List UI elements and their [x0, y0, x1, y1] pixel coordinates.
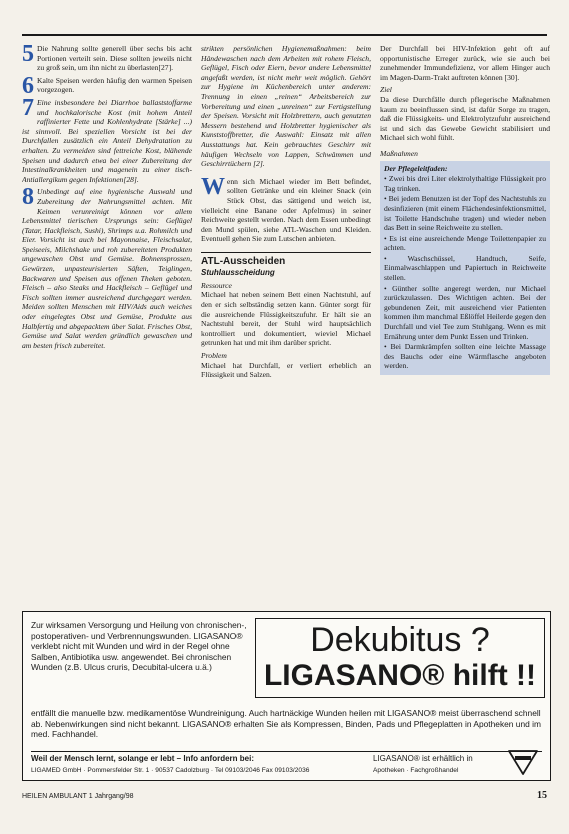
ligasano-advertisement: [22, 611, 551, 781]
section-heading: ATL-Ausscheiden: [201, 252, 371, 268]
ad-headline-box: [255, 618, 545, 698]
ad-intro-text: Zur wirksamen Versorgung und Heilung von chronischen-, postoperativen- und Verbrennungswunden. LIGASANO® verklebt nicht mit Wunden und wird in der Regel ohne Salben, Antibiotika usw. angewendet. Bei chronischen Wunden (z.B. Ulcus cruris, Decubital-ulcera u.ä.): [31, 620, 247, 673]
top-rule: [22, 34, 547, 36]
section-subheading: Stuhlausscheidung: [201, 267, 275, 277]
measures-box: [380, 161, 550, 375]
box-item: • Bei Darmkrämpfen sollten eine leichte Massage des Bauchs oder eine Wärmflasche angeboten werden.: [384, 342, 546, 371]
problem-label: Problem: [201, 351, 227, 361]
item-number: 5: [22, 44, 34, 67]
ad-body-text: entfällt die manuelle bzw. medikamentöse Wundreinigung. Auch hartnäckige Wunden heilen mit LIGASANO® meist überraschend schnell ab. Nebenwirkungen sind nicht bekannt. LIGASANO® erhalten Sie als Kompressen, Binden, Pads und Pflegeplatten in Apotheken und im med. Fachhandel.: [31, 708, 541, 740]
list-item-6: [22, 72, 192, 99]
ligamed-logo-icon: [506, 748, 540, 776]
item-text: Die Nahrung sollte generell über sechs bis acht Portionen verteilt sein. Diese sollten jeweils nicht zu groß sein, um ihn nicht zu überlasten[27].: [37, 44, 192, 73]
diarrhea-paragraph: Der Durchfall bei HIV-Infektion geht oft auf opportunistische Erreger zurück, wie sie auch bei zunehmender Immundefizienz, vor allem Hinger auch im Magen-Darm-Trakt auftreten können [30].: [380, 44, 550, 82]
michael-paragraph: [201, 173, 371, 244]
item-number: 7: [22, 94, 34, 121]
ad-availability-outlets: Apotheken · Fachgroßhandel: [373, 767, 459, 774]
item-text: Kalte Speisen werden häufig den warmen Speisen vorgezogen.: [37, 75, 192, 95]
measures-label: Maßnahmen: [380, 148, 418, 158]
column-3: [380, 44, 550, 604]
box-title: Der Pflegeleitfaden:: [384, 163, 448, 173]
paragraph-text: enn sich Michael wieder im Bett befindet, sollten Getränke und ein kleiner Snack (ein Stück Obst, das sättigend und weich ist, vielleicht eine Banane oder Apfelmus) in seiner Reichweite gestellt werden. Nach dem Essen unbedingt den Mund spülen, siehe ATL-Waschen und Kleiden. Eventuell gehen Sie zum Lutschen anbieten.: [201, 176, 371, 244]
goal-text: Da diese Durchfälle durch pflegerische Maßnahmen kaum zu beeinflussen sind, ist dafür Sorge zu tragen, daß die Flüssigkeits- und Elektrolytzufuhr ausreichend ist und sich das Gewebe Gewicht stabilisiert und Michael sich wohl fühlt.: [380, 94, 550, 143]
item-number: 8: [22, 184, 34, 211]
drop-cap: W: [201, 173, 225, 200]
ad-availability: LIGASANO® ist erhältlich in: [373, 754, 473, 763]
ad-contact-headline: Weil der Mensch lernt, solange er lebt – Info anfordern bei:: [31, 754, 255, 763]
list-item-5: [22, 44, 192, 73]
box-item: • Waschschüssel, Handtuch, Seife, Einmalwaschlappen und Papiertuch in Reichweite stellen.: [384, 253, 546, 283]
journal-name: HEILEN AMBULANT 1 Jahrgang/98: [22, 793, 134, 800]
box-item: • Bei jedem Benutzen ist der Topf des Nachtstuhls zu desinfizieren (mit einem Flächendesinfektionsmittel, ist Toilette Handschuhe tragen) und wieder neben das Bett in seine Reichweite zu stellen.: [384, 194, 546, 233]
box-item: • Es ist eine ausreichende Menge Toilettenpapier zu achten.: [384, 233, 546, 253]
ad-headline-ligasano: LIGASANO® hilft !!: [263, 659, 537, 692]
article-body: [22, 44, 550, 604]
problem-text: Michael hat Durchfall, er verliert erheblich an Flüssigkeit und Salzen.: [201, 360, 371, 380]
column-1: [22, 44, 192, 604]
ad-contact-address: LIGAMED GmbH · Pommersfelder Str. 1 · 90537 Cadolzburg · Tel 09103/2046 Fax 09103/2036: [31, 767, 310, 774]
box-item: • Zwei bis drei Liter elektrolythaltige Flüssigkeit pro Tag trinken.: [384, 174, 546, 193]
resource-text: Michael hat neben seinem Bett einen Nachtstuhl, auf den er sich selbständig setzen kann. Günter sorgt für die ausreichende Flüssigkeitszufuhr. Er hält sie an Nachtstuhl bereit, der Stuhl wird hauptsächlich kontrolliert und dokumentiert, wieviel Michael getrunken hat und mit ihm darüber spricht.: [201, 290, 371, 348]
ad-divider: [31, 751, 542, 752]
goal-label: Ziel: [380, 85, 392, 95]
item-number: 6: [22, 72, 34, 99]
resource-label: Ressource: [201, 280, 232, 290]
item-text: Eine insbesondere bei Diarrhoe ballaststoffarme und hochkalorische Kost (mit hohem Anteil raffinierter Fette und Kohlenhydrate [Stärke] ...) ist sinnvoll. Bei speziellen Vorsicht ist bei der Durchfallen zusätzlich ein Anteil Dehydratation zu erhalten. Zu vermeiden sind fettreiche Kost, blähende Speisen und dadurch etwa bei einer Zubereitung der Intestinalkrankheiten und magenein zu einer tisch-Antiallergikum gegen Infektionen[28].: [22, 97, 192, 184]
column-2: [201, 44, 371, 604]
item-text: Unbedingt auf eine hygienische Auswahl und Zubereitung der Nahrungsmittel achten. Mit Keimen verunreinigt können vor allem Lebensmittel tierischen Ursprungs sein: Geflügel (Tatar, Hackfleisch, Sushi), Shrimps u.a. Rohmilch und Eier. Vorsicht ist auch bei Mayonnaise, Fleischsalat, Speiseeis, Milchshake und roh zubereiteten Produkten ungewaschen Obst und Gemüse. Bohnensprossen, Gewürzen, unpasteurisierten Säften, Teiglingen, Backwaren und Speisen aus offenen Theken geboten. Fleisch – also Steaks und Hackfleisch – Geflügel und Fisch sollten immer ausreichend durchgegart werden. Meiden sollten Menschen mit HIV/Aids auch weiches oder eingelegtes Obst und Gemüse, Produkte aus Halbfertig und abgepacktem über Salat. Frisches Obst, Gemüse und Salat werden gründlich gewaschen und am besten frisch zubereitet.: [22, 187, 192, 350]
ad-headline-dekubitus: Dekubitus ?: [310, 621, 490, 659]
box-item: • Günther sollte angeregt werden, nur Michael zurückzulassen. Des Wichtigen achten. Bei der gebundenen Zeit, mit ausreichend vier Patienten kommen ihm manchmal Eßlöffel Heilerde gegen den Durchfall und viel Tee zum Stuhlgang. Wenn es mit Ernährung unter dem Punkt Essen und Trinken.: [384, 283, 546, 341]
page-footer: [22, 790, 547, 804]
hygiene-paragraph: strikten persönlichen Hygienemaßnahmen: beim Händewaschen nach dem Arbeiten mit rohem Fleisch, Geflügel, Fisch oder Eiern, bevor andere Lebensmittel angefaßt werden, ist nicht mehr weit möglich. Gehört zur Hygiene im Küchenbereich unter anderem: Trennung in einen „reinen“ Arbeitsbereich zur Vorbereitung und einen „unreinen“ zur Fertigstellung der Speisen. Vorsicht mit Holzbrettern, auch genutzten Messern bestehend und Holzbretter hygienischer als Kunststoffbretter, die Auswahl: Einsatz mit allen Ausstattungs hat. Kein gebrauchtes Geschirr mit häufigen Wechseln von Lappen, Schwämmen und Geschirrtüchern [2].: [201, 44, 371, 169]
list-item-8: [22, 184, 192, 350]
list-item-7: [22, 94, 192, 184]
page-number: 15: [537, 790, 547, 801]
